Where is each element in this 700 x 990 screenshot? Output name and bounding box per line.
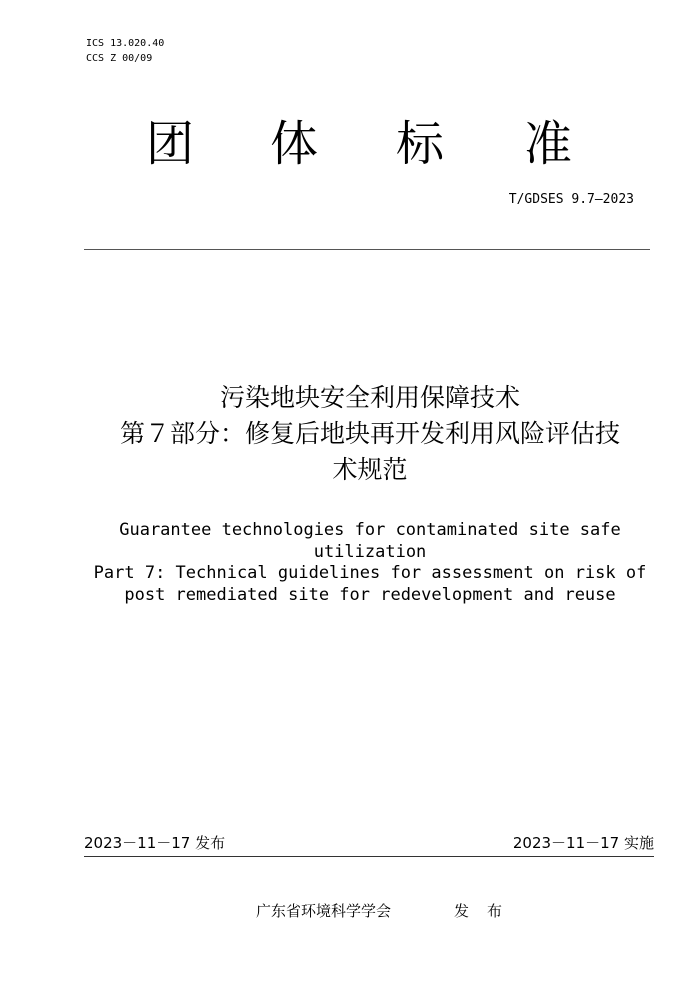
ccs-code: CCS Z 00/09 [86, 53, 153, 64]
doc-type-char: 体 [269, 116, 318, 172]
english-title-line: Guarantee technologies for contaminated site safe [119, 520, 621, 540]
english-title-line: Part 7: Technical guidelines for assessment on risk of [93, 563, 647, 583]
standard-number: T/GDSES 9.7—2023 [508, 192, 634, 207]
english-title-line: post remediated site for redevelopment and reuse [124, 584, 616, 605]
chinese-title-line: 术规范 [332, 455, 408, 484]
chinese-title [80, 380, 660, 488]
publish-date: 2023－11－17 发布 [84, 834, 226, 852]
ics-code: ICS 13.020.40 [86, 38, 165, 49]
chinese-title-line: 第７部分：修复后地块再开发利用风险评估技 [119, 419, 620, 448]
header-divider [84, 249, 650, 250]
chinese-title-line: 污染地块安全利用保障技术 [219, 383, 520, 412]
doc-type-char: 标 [395, 116, 444, 172]
publish-label: 发布 [454, 902, 521, 920]
publisher-name: 广东省环境科学学会 [256, 902, 392, 920]
footer-divider [84, 856, 654, 857]
doc-type-char: 团 [145, 116, 194, 172]
english-title-line: utilization [313, 541, 427, 562]
english-title [80, 520, 660, 606]
implement-date: 2023－11－17 实施 [512, 834, 654, 852]
doc-type-char: 准 [523, 116, 572, 172]
